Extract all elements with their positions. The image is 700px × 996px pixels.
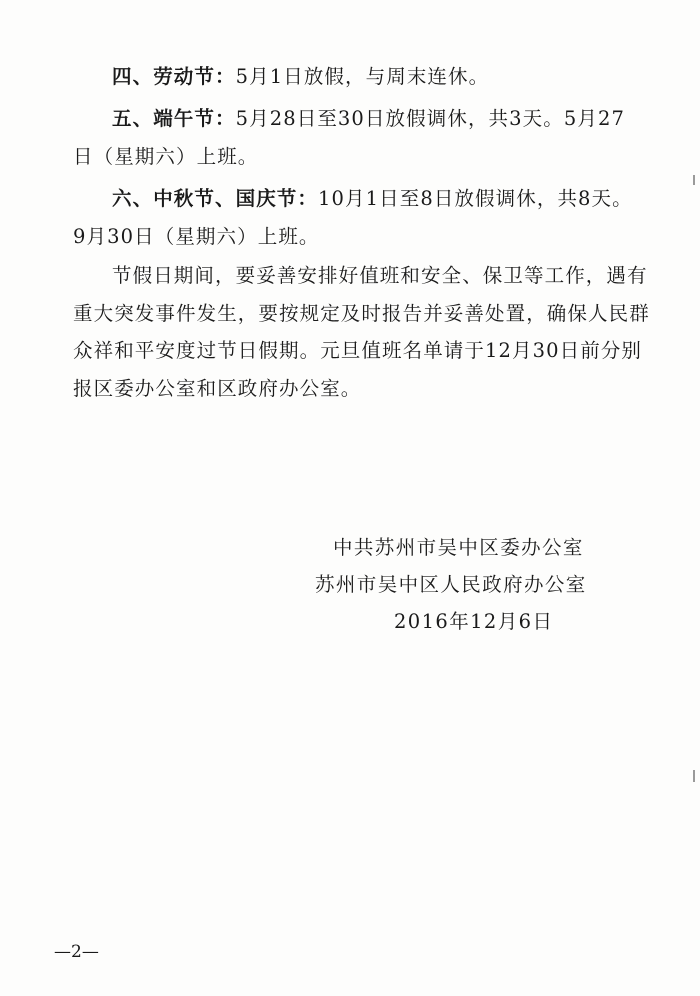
- holiday-item-line: [73, 180, 643, 218]
- notice-line: 节假日期间，要妥善安排好值班和安全、保卫等工作，遇有: [112, 264, 648, 287]
- holiday-heading: 五、端午节：: [112, 107, 236, 130]
- holiday-item-mid-autumn-national-day: [73, 180, 643, 255]
- holiday-item-line: [73, 58, 643, 96]
- notice-line: 报区委办公室和区政府办公室。: [73, 376, 362, 400]
- scan-mark: [693, 770, 695, 782]
- holiday-item-labor-day: [73, 58, 643, 96]
- holiday-text: 5月28日至30日放假调休，共3天。5月27: [235, 107, 625, 130]
- notice-line: 重大突发事件发生，要按规定及时报告并妥善处置，确保人民群: [73, 301, 650, 325]
- notice-line: 众祥和平安度过节日假期。元旦值班名单请于12月30日前分别: [73, 339, 643, 362]
- holiday-heading: 四、劳动节：: [112, 65, 236, 88]
- page-number: —2—: [54, 942, 99, 962]
- holiday-text: 日（星期六）上班。: [73, 144, 259, 168]
- signature-org-government: 苏州市吴中区人民政府办公室: [315, 573, 587, 596]
- signature-org-party: 中共苏州市吴中区委办公室: [333, 536, 584, 559]
- holiday-item-dragon-boat: [73, 100, 643, 175]
- holiday-item-line: [73, 100, 643, 138]
- notice-paragraph: [73, 257, 650, 407]
- signature-date: 2016年12月6日: [394, 610, 554, 633]
- scan-mark: [693, 175, 695, 185]
- holiday-heading: 六、中秋节、国庆节：: [112, 187, 319, 210]
- holiday-text: 9月30日（星期六）上班。: [73, 224, 320, 248]
- holiday-text: 10月1日至8日放假调休，共8天。: [318, 187, 633, 210]
- holiday-text: 5月1日放假，与周末连休。: [235, 65, 490, 88]
